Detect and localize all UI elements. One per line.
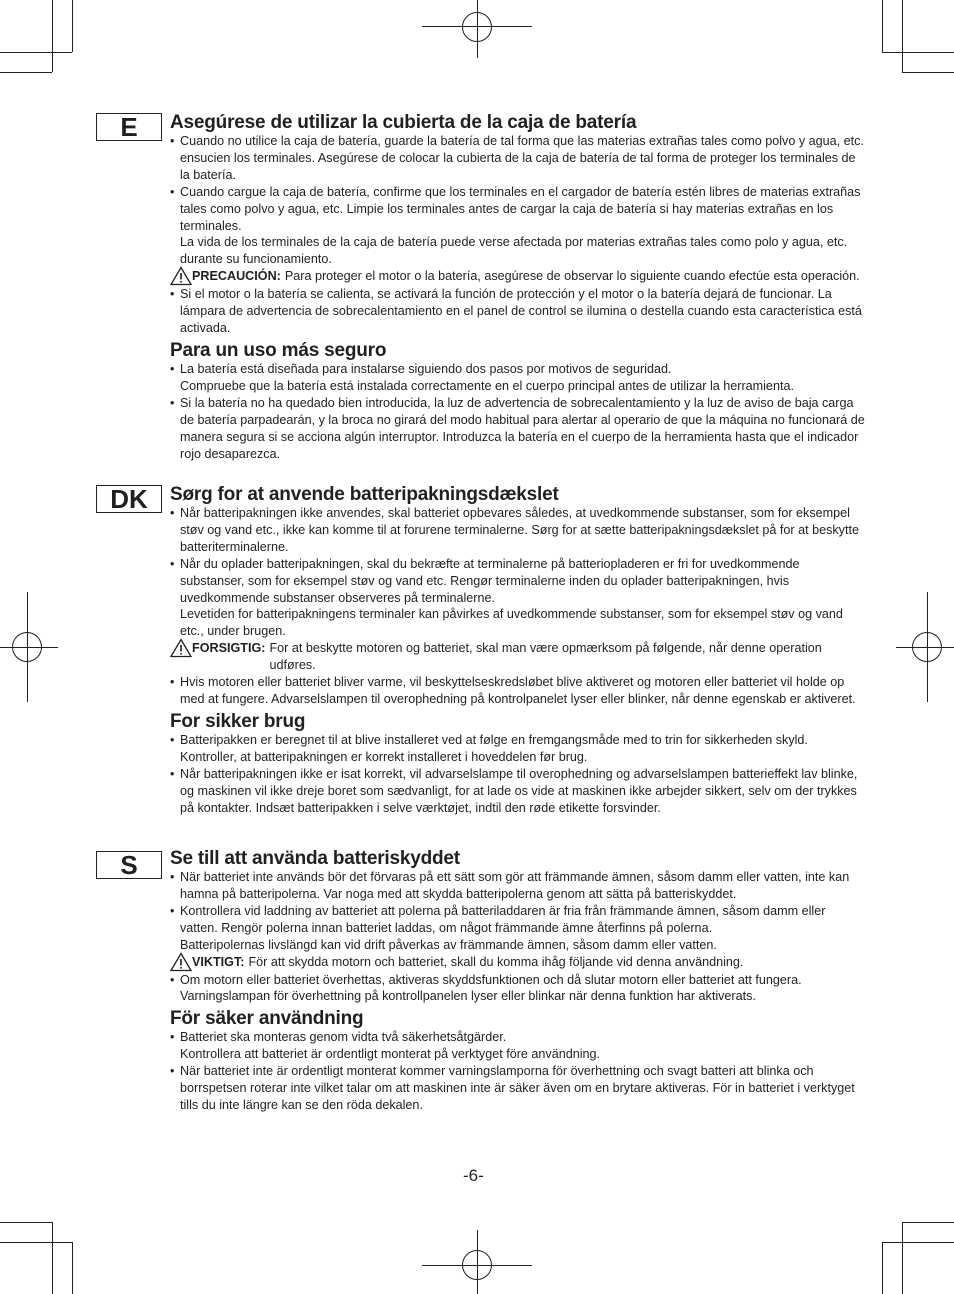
list-item: • Cuando cargue la caja de batería, confirme que los terminales en el cargador de batería estén libres de materias extrañas tales como polvo y agua, etc. Limpie los terminales antes de cargar la caja de batería si hay materias extrañas en los terminales. La vida de los terminales de la caja de batería puede verse afectada por materias extrañas tales como polo y agua, etc. durante su funcionamiento.: [170, 184, 865, 269]
caution-note: [170, 640, 865, 674]
page-number: -6-: [463, 1166, 484, 1185]
section-danish: [170, 484, 865, 816]
warning-icon: [170, 952, 192, 972]
list-item: • Om motorn eller batteriet överhettas, aktiveras skyddsfunktionen och då slutar motorn eller batteriet att fungera. Varningslampan för överhettning på kontrollpanelen lyser eller blinkar när denna funktion har aktiverats.: [170, 972, 865, 1006]
section-swedish: [170, 848, 865, 1114]
caution-text: Para proteger el motor o la batería, asegúrese de observar lo siguiente cuando efectúe esta operación.: [284, 269, 860, 284]
list-item: • Cuando no utilice la caja de batería, guarde la batería de tal forma que las materias extrañas tales como polvo y agua, etc. ensucien los terminales. Asegúrese de colocar la cubierta de la caja de batería de tal forma de proteger los terminales de la batería.: [170, 133, 865, 184]
language-label-swedish: S: [96, 851, 162, 879]
list-item: • Hvis motoren eller batteriet bliver varme, vil beskyttelseskredsløbet blive aktiveret og motoren eller batteriet vil holde op med at fungere. Advarselslampen til overophedning på kontrolpanelet lyser eller blinker, når denne egenskab er aktiveret.: [170, 674, 865, 708]
heading-battery-cover: Asegúrese de utilizar la cubierta de la caja de batería: [170, 112, 637, 133]
list-item: • Kontrollera vid laddning av batteriet att polerna på batteriladdaren är fria från främmande ämnen, såsom damm eller vatten. Rengör polerna innan batteriet laddas, om något främmande ämne återfinns på polerna. Batteripolernas livslängd kan vid drift påverkas av främmande ämnen, såsom damm eller vatten.: [170, 903, 865, 954]
heading-safe-use: Para un uso más seguro: [170, 339, 387, 361]
heading-safe-use: For sikker brug: [170, 710, 306, 732]
list-item: • Når batteripakningen ikke anvendes, skal batteriet opbevares således, at uvedkommende substanser, som for eksempel støv og vand etc., ikke kan komme til at forurene terminalerne. Sørg for at sætte batteripakningsdækslet på for at beskytte batteriterminalerne.: [170, 505, 865, 556]
list-item: • När batteriet inte är ordentligt monterat kommer varningslamporna för överhettning och svagt batteri att blinka och borrspetsen roterar inte vilket talar om att maskinen inte är säker även om en brytare aktiveras. För in batteriet i verktyget tills du inte längre kan se den röda dekalen.: [170, 1063, 865, 1114]
list-item: • Batteriet ska monteras genom vidta två säkerhetsåtgärder. Kontrollera att batteriet är ordentligt monterat på verktyget före användning.: [170, 1029, 865, 1063]
caution-note: [170, 268, 865, 286]
heading-battery-cover: Se till att använda batteriskyddet: [170, 848, 460, 869]
list-item: • När batteriet inte används bör det förvaras på ett sätt som gör att främmande ämnen, såsom damm eller vatten, inte kan hamna på batteripolerna. Var noga med att skydda batteripolerna genom att sätta på batteriskyddet.: [170, 869, 865, 903]
caution-label: PRECAUCIÓN:: [192, 269, 281, 284]
list-item: • Når batteripakningen ikke er isat korrekt, vil advarselslampe til overophedning og advarselslampen batterieffekt lav blinke, og maskinen vil ikke dreje boret som sædvanligt, for at lade os vide at maskinen ikke arbejder sikkert, selv om der trykkes på kontakter. Indsæt batteripakken i selve værktøjet, indtil den røde etikette forsvinder.: [170, 766, 865, 817]
language-label-danish: DK: [96, 485, 162, 513]
heading-safe-use: För säker användning: [170, 1008, 364, 1030]
caution-text: For at beskytte motoren og batteriet, skal man være opmærksom på følgende, når denne operation udføres.: [269, 641, 822, 673]
list-item: • Når du oplader batteripakningen, skal du bekræfte at terminalerne på batteriopladeren er fri for uvedkommende substanser, som for eksempel støv og vand etc. Rengør terminalerne inden du oplader batteripakningen, hvis uvedkommende substanser observeres på terminalerne. Levetiden for batteripakningens terminaler kan påvirkes af uvedkommende substanser, som for eksempel støv og vand etc., under brugen.: [170, 556, 865, 641]
warning-icon: [170, 638, 192, 658]
language-label-spanish: E: [96, 113, 162, 141]
list-item: • Batteripakken er beregnet til at blive installeret ved at følge en fremgangsmåde med to trin for sikkerheden skyld. Kontroller, at batteripakningen er korrekt installeret i hoveddelen før brug.: [170, 732, 865, 766]
list-item: • La batería está diseñada para instalarse siguiendo dos pasos por motivos de seguridad. Compruebe que la batería está instalada correctamente en el cuerpo principal antes de utilizar la herramienta.: [170, 361, 865, 395]
warning-icon: [170, 266, 192, 286]
caution-note: [170, 954, 865, 972]
caution-label: FORSIGTIG:: [192, 641, 266, 656]
caution-text: För att skydda motorn och batteriet, skall du komma ihåg följande vid denna användning.: [248, 954, 744, 969]
list-item: • Si el motor o la batería se calienta, se activará la función de protección y el motor o la batería dejará de funcionar. La lámpara de advertencia de sobrecalentamiento en el panel de control se ilumina o destella cuando esta característica está activada.: [170, 286, 865, 337]
list-item: • Si la batería no ha quedado bien introducida, la luz de advertencia de sobrecalentamiento y la luz de aviso de baja carga de batería parpadearán, y la broca no girará del modo habitual para alertar al operario de que la máquina no funcionará de manera segura si se acciona algún interruptor. Introduzca la batería en el cuerpo de la herramienta hasta que el indicador rojo desaparezca.: [170, 395, 865, 463]
heading-battery-cover: Sørg for at anvende batteripakningsdækslet: [170, 484, 559, 505]
section-spanish: [170, 112, 865, 462]
caution-label: VIKTIGT:: [192, 954, 245, 969]
